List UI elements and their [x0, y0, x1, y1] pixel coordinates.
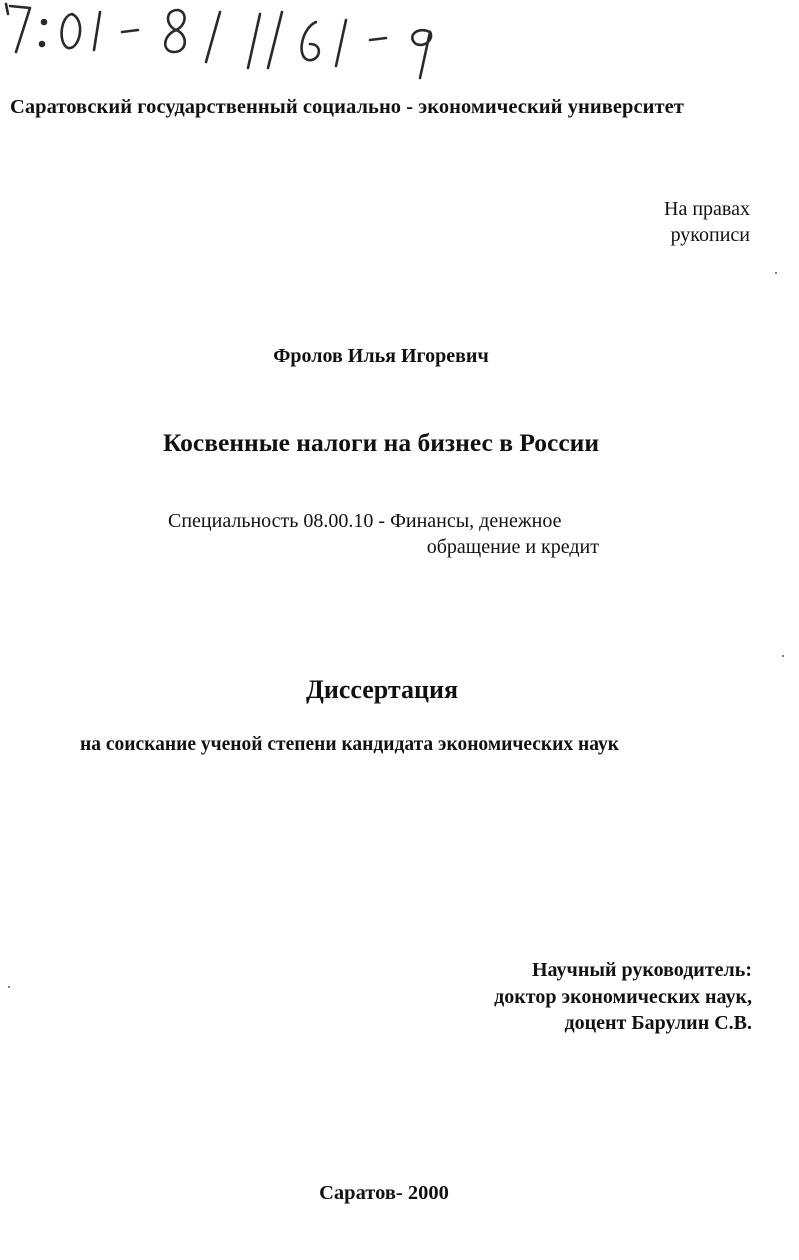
degree-sought: на соискание ученой степени кандидата экономических наук [80, 734, 619, 755]
scan-speck [8, 986, 10, 988]
place-and-year: Саратов- 2000 [319, 1182, 449, 1204]
scan-speck [775, 272, 777, 274]
specialty-line-1: Специальность 08.00.10 - Финансы, денежное [168, 510, 562, 532]
supervisor-block [494, 957, 752, 1037]
author-name: Фролов Илья Игоревич [273, 345, 489, 367]
specialty-line-2: обращение и кредит [426, 536, 599, 558]
university-name: Саратовский государственный социально - экономический университет [10, 96, 684, 118]
scan-speck [782, 655, 784, 657]
manuscript-rights-note [664, 196, 750, 248]
supervisor-name: доцент Барулин С.В. [564, 1012, 752, 1034]
manuscript-rights-line-1: На правах [664, 198, 750, 220]
supervisor-heading: Научный руководитель: [532, 959, 752, 981]
handwritten-archive-mark [2, 0, 452, 80]
manuscript-rights-line-2: рукописи [670, 224, 750, 246]
dissertation-title: Косвенные налоги на бизнес в России [162, 428, 600, 457]
supervisor-degree: доктор экономических наук, [494, 985, 752, 1008]
document-type: Диссертация [305, 675, 459, 704]
